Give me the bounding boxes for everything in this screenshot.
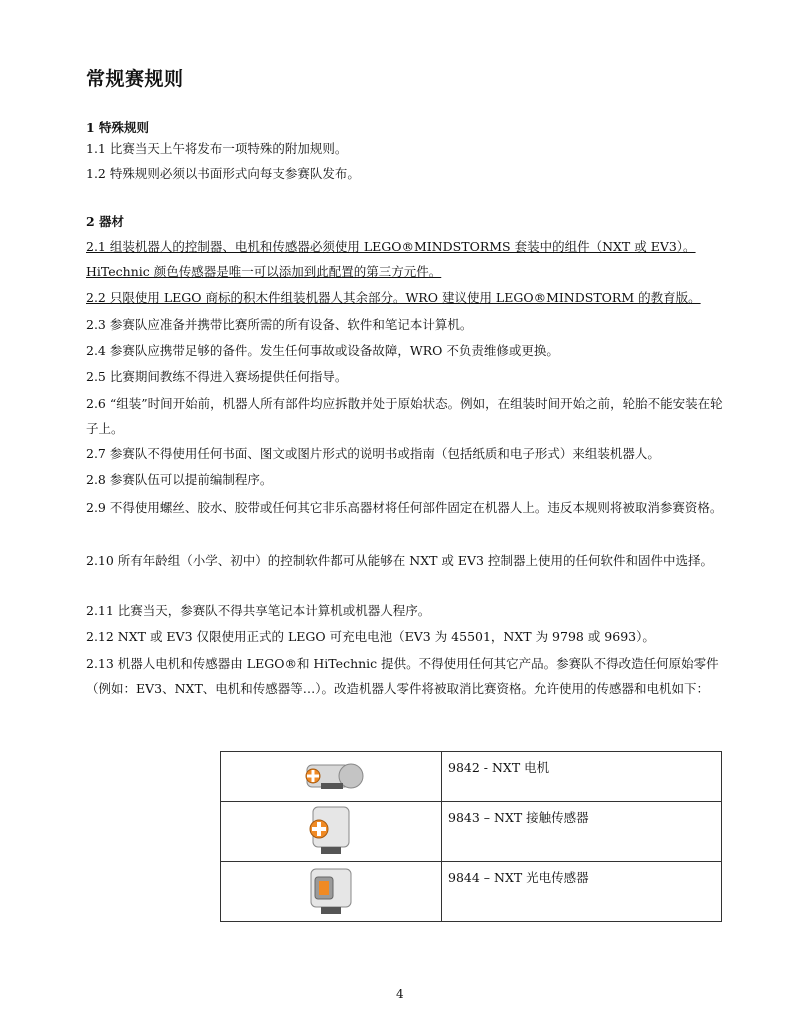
parts-table	[220, 751, 722, 922]
page-title: 常规赛规则	[86, 68, 184, 90]
rule-2-2: 2.2 只限使用 LEGO 商标的积木件组装机器人其余部分。WRO 建议使用 LEGO®MINDSTORM 的教育版。	[86, 290, 701, 305]
part-image-cell	[221, 752, 442, 802]
part-label: 9842 - NXT 电机	[442, 752, 722, 802]
part-image-cell	[221, 802, 442, 862]
touch-sensor-icon	[301, 803, 361, 857]
rule-1-1: 1.1 比赛当天上午将发布一项特殊的附加规则。	[86, 141, 348, 156]
rule-2-8: 2.8 参赛队伍可以提前编制程序。	[86, 472, 273, 487]
rule-2-4: 2.4 参赛队应携带足够的备件。发生任何事故或设备故障，WRO 不负责维修或更换。	[86, 343, 559, 358]
page-number: 4	[396, 987, 404, 1001]
rule-2-12: 2.12 NXT 或 EV3 仅限使用正式的 LEGO 可充电电池（EV3 为 45501，NXT 为 9798 或 9693）。	[86, 629, 655, 644]
rule-2-11: 2.11 比赛当天，参赛队不得共享笔记本计算机或机器人程序。	[86, 603, 431, 618]
rule-2-6: 2.6 “组装”时间开始前，机器人所有部件均应拆散并处于原始状态。例如，在组装时间开始之前，轮胎不能安装在轮子上。	[86, 396, 723, 436]
rule-2-1: 2.1 组装机器人的控制器、电机和传感器必须使用 LEGO®MINDSTORMS 套装中的组件（NXT 或 EV3）。	[86, 239, 696, 254]
rule-1-2: 1.2 特殊规则必须以书面形式向每支参赛队发布。	[86, 166, 360, 181]
rule-2-9: 2.9 不得使用螺丝、胶水、胶带或任何其它非乐高器材将任何部件固定在机器人上。违反本规则将被取消参赛资格。	[86, 500, 723, 515]
rule-2-5: 2.5 比赛期间教练不得进入赛场提供任何指导。	[86, 369, 348, 384]
part-label: 9843 – NXT 接触传感器	[442, 802, 722, 862]
section-heading: 2 器材	[86, 214, 125, 229]
table-row	[221, 752, 722, 802]
rule-2-7: 2.7 参赛队不得使用任何书面、图文或图片形式的说明书或指南（包括纸质和电子形式）来组装机器人。	[86, 446, 660, 461]
section-heading: 1 特殊规则	[86, 120, 150, 135]
nxt-motor-icon	[291, 753, 371, 797]
rule-2-3: 2.3 参赛队应准备并携带比赛所需的所有设备、软件和笔记本计算机。	[86, 317, 473, 332]
light-sensor-icon	[301, 863, 361, 917]
table-row	[221, 862, 722, 922]
rule-2-10: 2.10 所有年龄组（小学、初中）的控制软件都可从能够在 NXT 或 EV3 控制器上使用的任何软件和固件中选择。	[86, 553, 713, 568]
part-label: 9844 – NXT 光电传感器	[442, 862, 722, 922]
table-row	[221, 802, 722, 862]
part-image-cell	[221, 862, 442, 922]
rule-2-1-cont: HiTechnic 颜色传感器是唯一可以添加到此配置的第三方元件。	[86, 264, 442, 279]
rule-2-13: 2.13 机器人电机和传感器由 LEGO®和 HiTechnic 提供。不得使用任何其它产品。参赛队不得改造任何原始零件（例如：EV3、NXT、电机和传感器等…）。改造机器人零件将被取消比赛资格。允许使用的传感器和电机如下：	[86, 656, 719, 696]
